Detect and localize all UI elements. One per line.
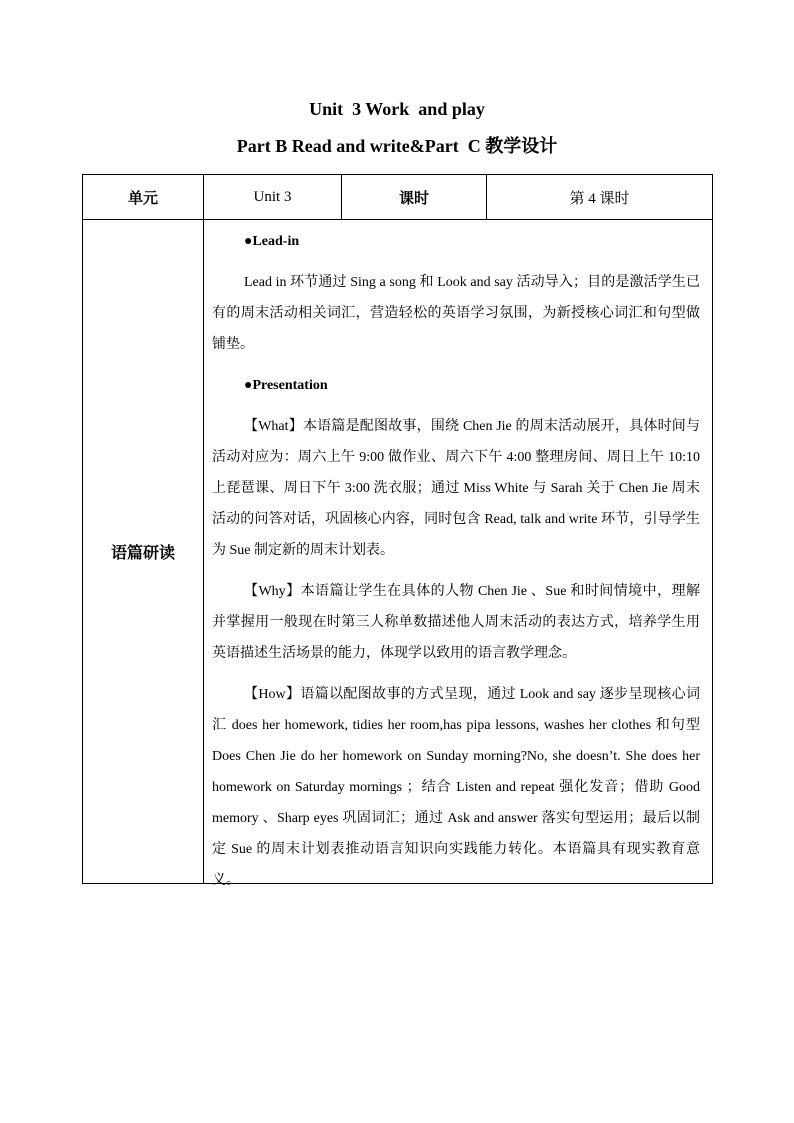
period-label-cell: 课时 [342,175,487,220]
period-value-cell: 第 4 课时 [487,175,713,220]
section-content-cell [204,220,713,888]
document-title: Unit 3 Work and play [309,99,485,119]
how-paragraph: 【How】语篇以配图故事的方式呈现，通过 Look and say 逐步呈现核心词汇 does her homework, tidies her room,has pipa lessons, washes her clothes 和句型 Does Chen Jie do her homework on Sunday morning?No, she doesn’t. She does her homework on Saturday mornings ；结合 Listen and repeat 强化发音；借助 Good memory 、Sharp eyes 巩固词汇；通过 Ask and answer 落实句型运用；最后以制定 Sue 的周末计划表推动语言知识向实践能力转化。本语篇具有现实教育意义。 [212,687,700,888]
section-content [212,220,700,888]
leadin-paragraph: Lead in 环节通过 Sing a song 和 Look and say 活动导入；目的是激活学生已有的周末活动相关词汇，营造轻松的英语学习氛围，为新授核心词汇和句型做铺垫。 [212,275,700,352]
leadin-heading: ●Lead-in [244,234,300,249]
unit-value-cell: Unit 3 [204,175,342,220]
table-content-row [83,220,713,884]
unit-label-cell: 单元 [83,175,204,220]
section-label-cell: 语篇研读 [83,220,204,884]
presentation-heading: ●Presentation [244,378,328,393]
lesson-plan-table [82,174,713,888]
why-paragraph: 【Why】本语篇让学生在具体的人物 Chen Jie 、Sue 和时间情境中，理解并掌握用一般现在时第三人称单数描述他人周末活动的表达方式，培养学生用英语描述生活场景的能力，体现学以致用的语言教学理念。 [212,584,700,661]
document-subtitle: Part B Read and write&Part C 教学设计 [236,136,558,156]
what-paragraph: 【What】本语篇是配图故事，围绕 Chen Jie 的周末活动展开，具体时间与活动对应为：周六上午 9:00 做作业、周六下午 4:00 整理房间、周日上午 10:10 上琵琶课、周日下午 3:00 洗衣服；通过 Miss White 与 Sarah 关于 Chen Jie 周末活动的问答对话，巩固核心内容，同时包含 Read, talk and write 环节，引导学生为 Sue 制定新的周末计划表。 [212,419,700,558]
table-header-row [83,175,713,220]
